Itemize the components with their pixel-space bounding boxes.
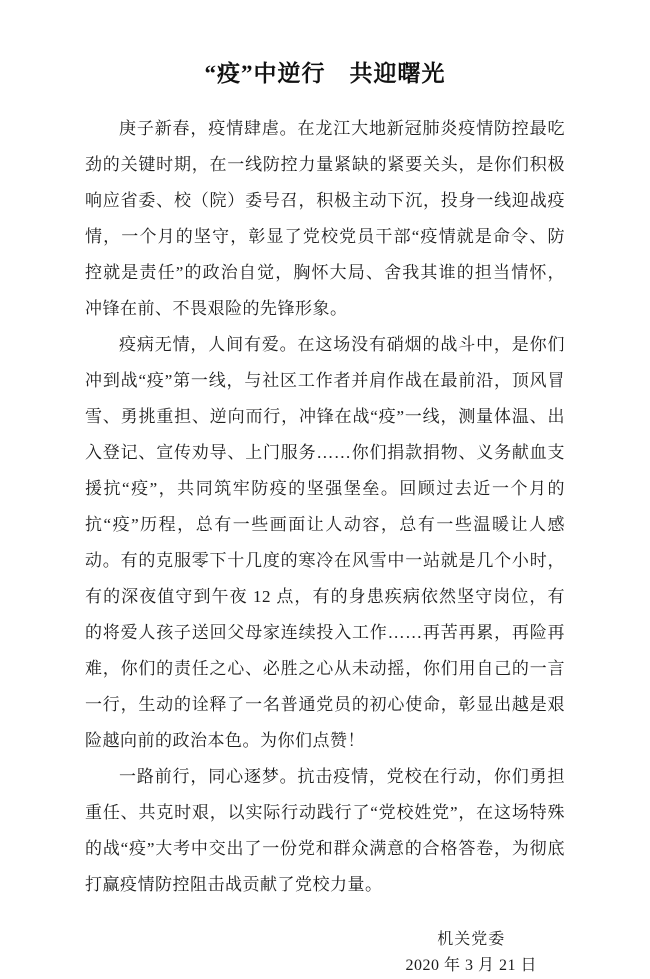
paragraph-3: 一路前行，同心逐梦。抗击疫情，党校在行动，你们勇担重任、共克时艰，以实际行动践行了“党校姓党”，在这场特殊的战“疫”大考中交出了一份党和群众满意的合格答卷，为彻底打赢疫情防控阻击战贡献了党校力量。 <box>85 767 565 895</box>
signature-name: 机关党委 <box>437 931 506 949</box>
paragraph-1: 庚子新春，疫情肆虐。在龙江大地新冠肺炎疫情防控最吃劲的关键时期，在一线防控力量紧缺的紧要关头，是你们积极响应省委、校（院）委号召，积极主动下沉，投身一线迎战疫情，一个月的坚守，彰显了党校党员干部“疫情就是命令、防控就是责任”的政治自觉，胸怀大局、舍我其谁的担当情怀，冲锋在前、不畏艰险的先锋形象。 <box>85 119 565 319</box>
document-title: “疫”中逆行 共迎曙光 <box>204 61 446 86</box>
signature-date: 2020 年 3 月 21 日 <box>405 957 537 975</box>
paragraph-2: 疫病无情，人间有爱。在这场没有硝烟的战斗中，是你们冲到战“疫”第一线，与社区工作者并肩作战在最前沿，顶风冒雪、勇挑重担、逆向而行，冲锋在战“疫”一线，测量体温、出入登记、宣传劝导、上门服务……你们捐款捐物、义务献血支援抗“疫”，共同筑牢防疫的坚强堡垒。回顾过去近一个月的抗“疫”历程，总有一些画面让人动容，总有一些温暖让人感动。有的克服零下十几度的寒冷在风雪中一站就是几个小时，有的深夜值守到午夜 12 点，有的身患疾病依然坚守岗位，有的将爱人孩子送回父母家连续投入工作……再苦再累，再险再难，你们的责任之心、必胜之心从未动摇，你们用自己的一言一行，生动的诠释了一名普通党员的初心使命，彰显出越是艰险越向前的政治本色。为你们点赞！ <box>85 335 565 751</box>
signature-block <box>405 927 537 979</box>
document-body <box>85 111 565 903</box>
